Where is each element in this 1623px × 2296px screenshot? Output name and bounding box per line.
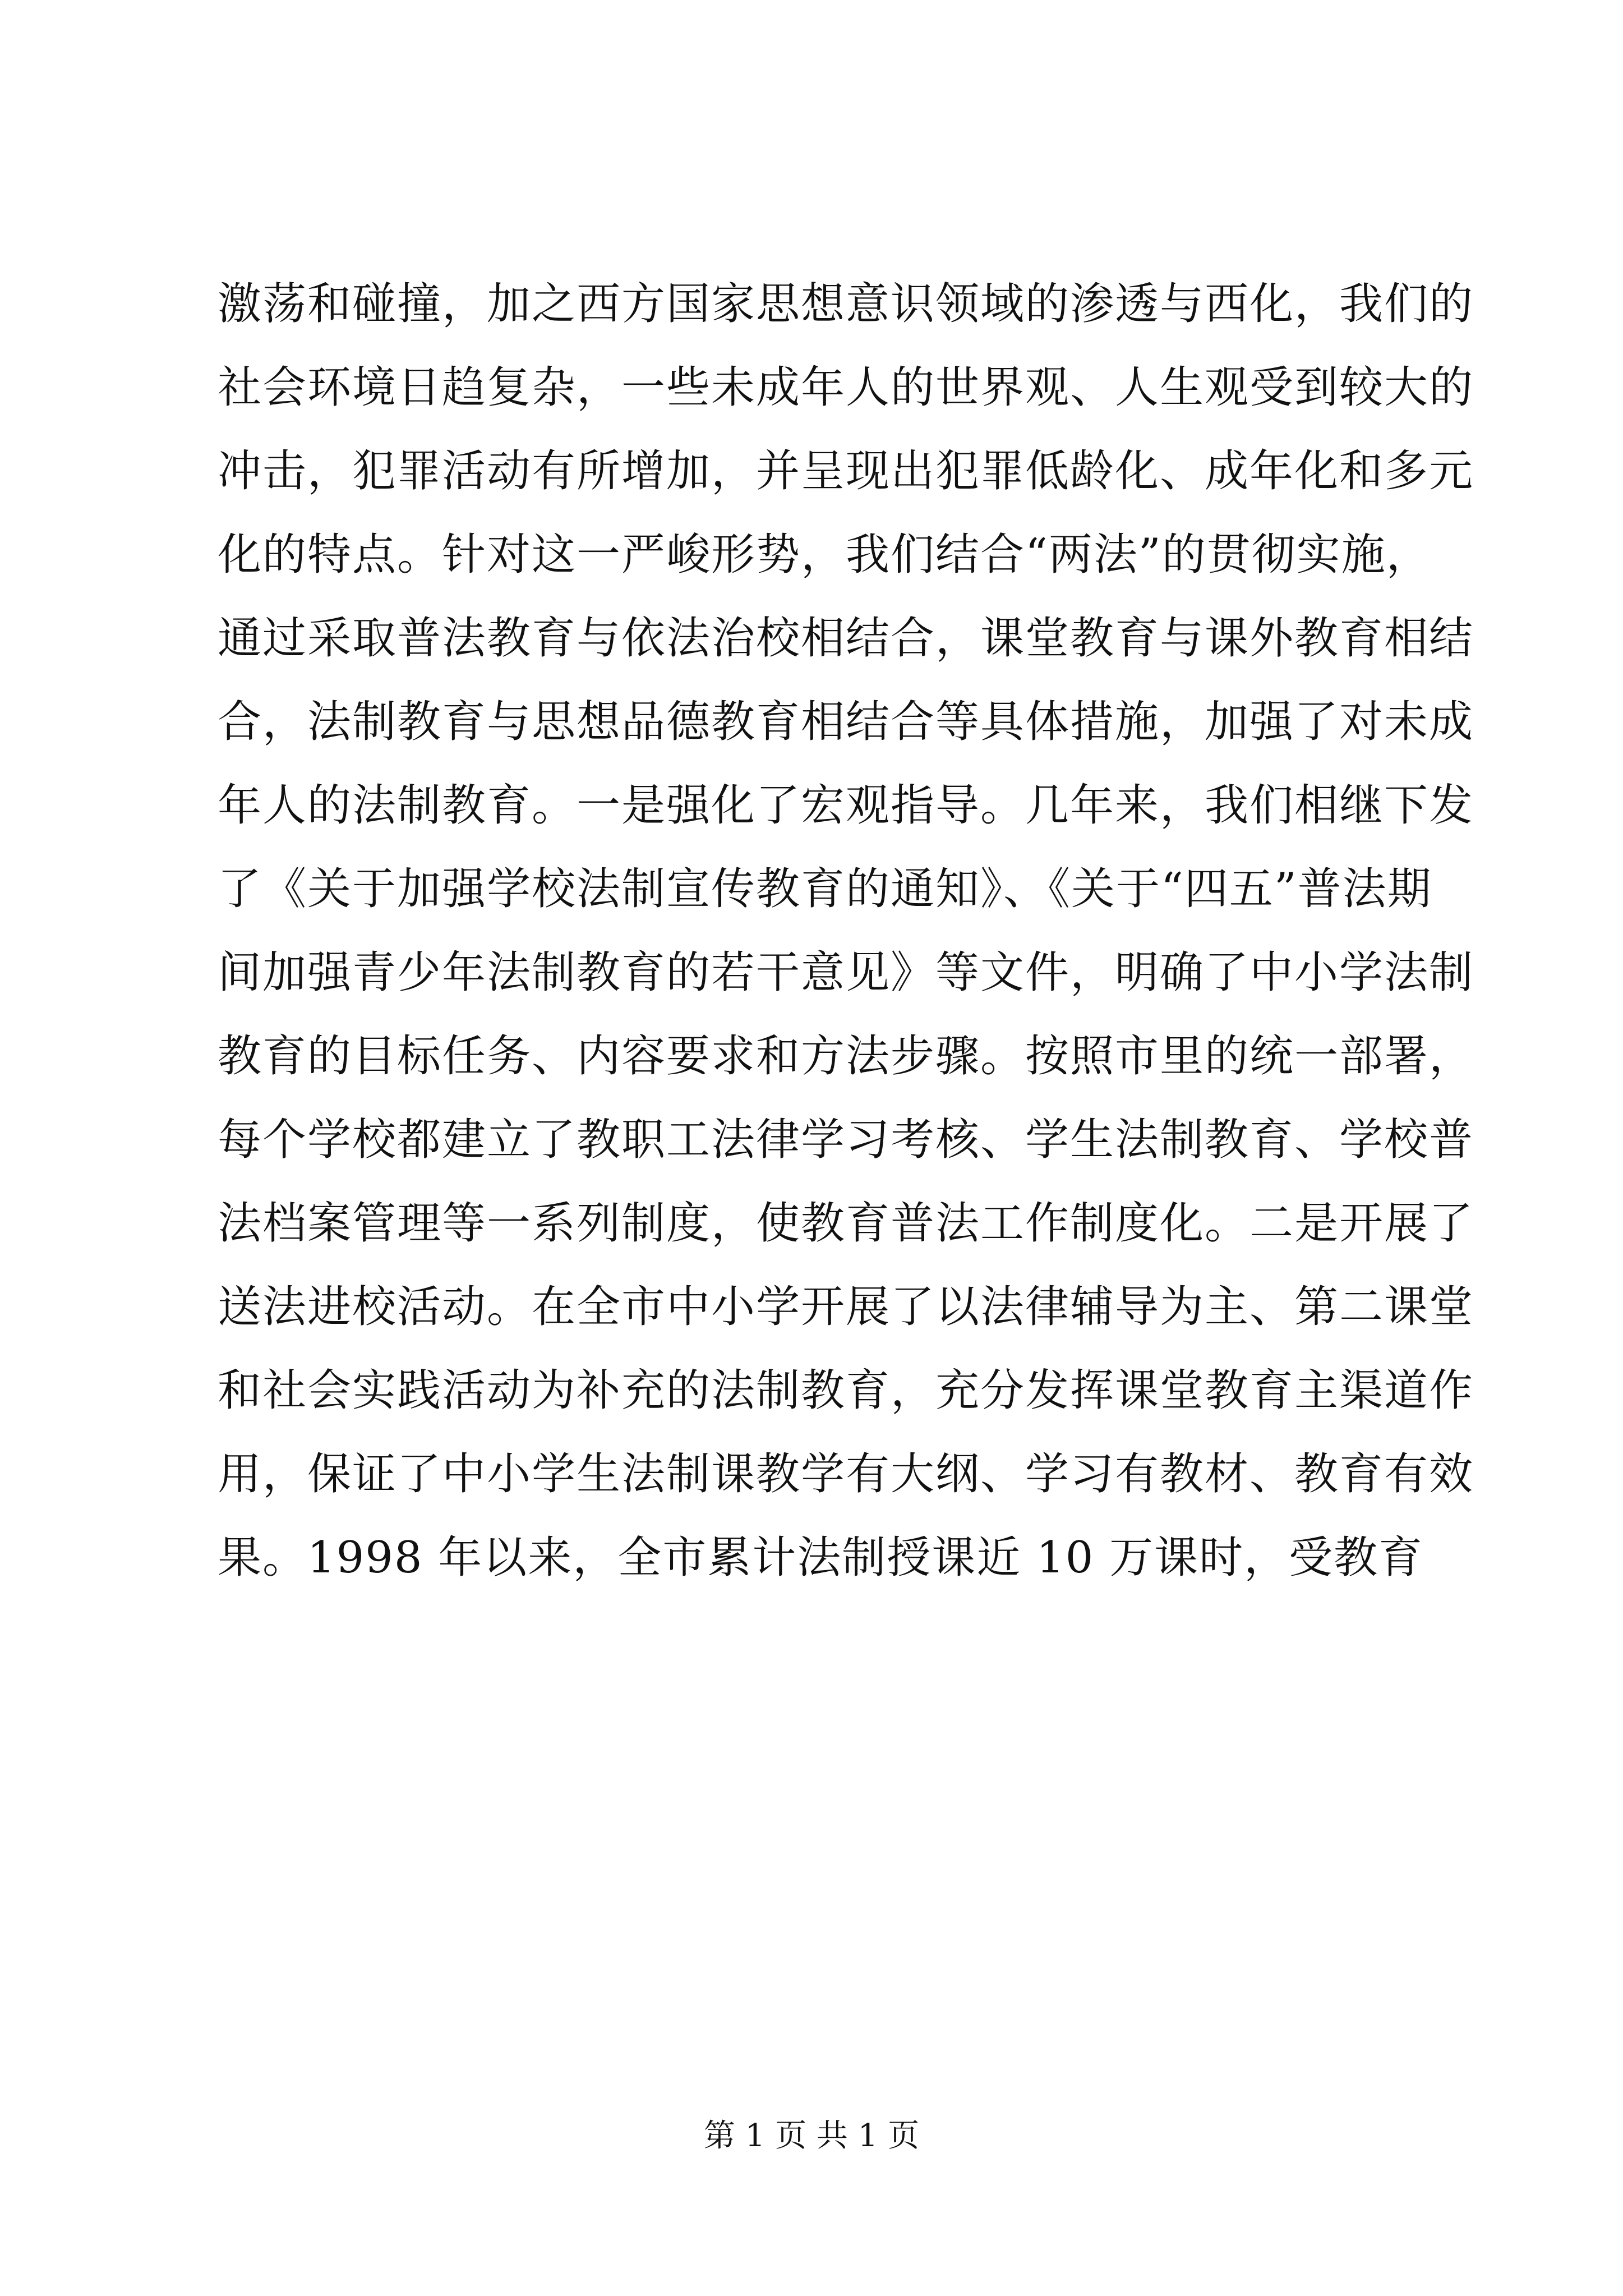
text-line: 教育的目标任务、内容要求和方法步骤。按照市里的统一部署， [218, 1031, 1474, 1082]
text-line: 每个学校都建立了教职工法律学习考核、学生法制教育、学校普 [218, 1115, 1474, 1165]
text-line: 果。1998 年以来，全市累计法制授课近 10 万课时，受教育 [218, 1533, 1424, 1583]
text-line: 通过采取普法教育与依法治校相结合，课堂教育与课外教育相结 [218, 613, 1474, 664]
text-line: 间加强青少年法制教育的若干意见》等文件，明确了中小学法制 [218, 947, 1474, 998]
text-line: 送法进校活动。在全市中小学开展了以法律辅导为主、第二课堂 [218, 1282, 1474, 1332]
text-line: 化的特点。针对这一严峻形势，我们结合“两法”的贯彻实施， [218, 530, 1431, 580]
text-line: 和社会实践活动为补充的法制教育，充分发挥课堂教育主渠道作 [218, 1365, 1474, 1416]
text-line: 用，保证了中小学生法制课教学有大纲、学习有教材、教育有效 [218, 1449, 1474, 1499]
text-line: 合，法制教育与思想品德教育相结合等具体措施，加强了对未成 [218, 697, 1474, 747]
text-line: 冲击，犯罪活动有所增加，并呈现出犯罪低龄化、成年化和多元 [218, 446, 1474, 496]
text-line: 激荡和碰撞，加之西方国家思想意识领域的渗透与西化，我们的 [218, 279, 1474, 329]
body-text [218, 263, 1474, 1600]
page-number-footer: 第 1 页 共 1 页 [703, 2118, 920, 2154]
text-line: 法档案管理等一系列制度，使教育普法工作制度化。二是开展了 [218, 1198, 1474, 1249]
text-line: 社会环境日趋复杂，一些未成年人的世界观、人生观受到较大的 [218, 362, 1474, 413]
text-line: 了《关于加强学校法制宣传教育的通知》、《关于“四五”普法期 [218, 864, 1432, 914]
text-line: 年人的法制教育。一是强化了宏观指导。几年来，我们相继下发 [218, 780, 1474, 831]
